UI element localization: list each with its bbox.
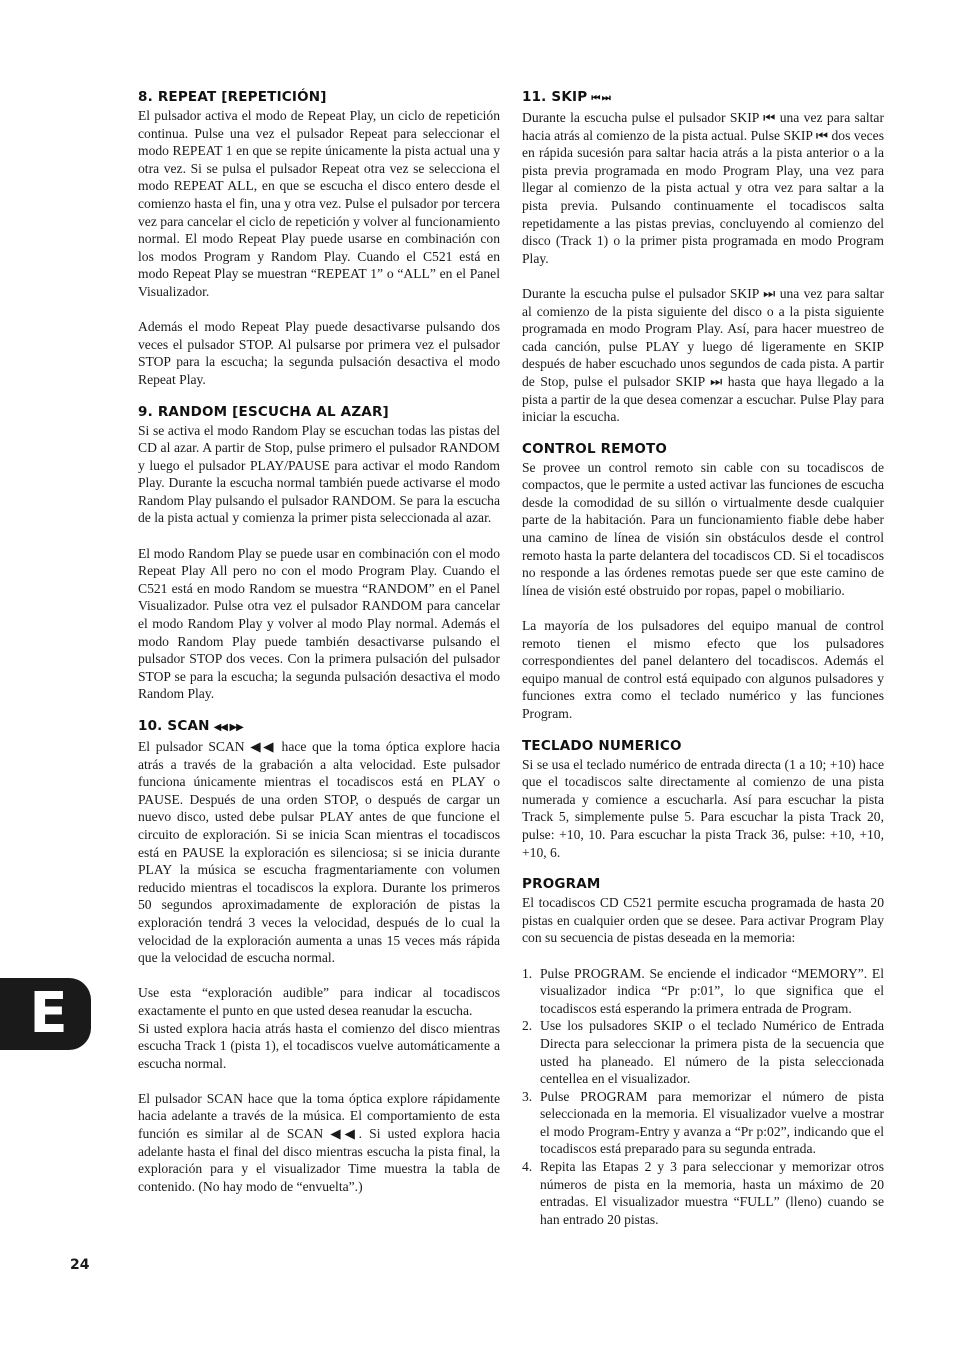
step-number: 2. <box>522 1018 533 1034</box>
program-step-1 <box>522 965 884 1018</box>
remote-paragraph-2: La mayoría de los pulsadores del equipo manual de control remoto tienen el mismo efecto que los pulsadores correspondientes del panel delantero del tocadiscos. Además el equipo manual de control está equipado con algunos pulsadores y funciones extra como el teclado numérico y las funciones Program. <box>522 618 884 721</box>
left-column <box>138 88 500 1195</box>
step-text: Pulse PROGRAM para memorizar el número de pista seleccionada en la memoria. El visualizador vuelve a mostrar el modo Program-Entry y avanza a “Pr p:02”, indicando que el tocadiscos está preparado para su segunda entrada. <box>540 1088 884 1157</box>
heading-remote: CONTROL REMOTO <box>522 440 668 457</box>
program-paragraph-1: El tocadiscos CD C521 permite escucha programada de hasta 20 pistas en cualquier orden que se desee. Para activar Program Play con su secuencia de pistas deseada en la memoria: <box>522 895 884 946</box>
section-remote <box>522 440 884 723</box>
heading-scan-text: 10. SCAN <box>138 718 210 734</box>
section-program <box>522 875 884 1228</box>
repeat-paragraph-1: El pulsador activa el modo de Repeat Play, un ciclo de repetición continua. Pulse una vez el pulsador Repeat para seleccionar el modo REPEAT 1 en que se repite únicamente la pista actual una y otra vez. Si se pulsa el pulsador Repeat otra vez se selecciona el modo REPEAT ALL, en que se escucha el disco entero desde el comienzo hasta el fin, una y otra vez. Pulse el pulsador por tercera vez para cancelar el ciclo de repetición y volver al funcionamiento normal. El modo Repeat Play puede usarse en combinación con los modos Program y Random Play. Cuando el C521 está en modo Repeat Play se muestran “REPEAT 1” o “ALL” en el Panel Visualizador. <box>138 108 500 299</box>
step-number: 4. <box>522 1159 533 1175</box>
heading-repeat: 8. REPEAT [REPETICIÓN] <box>138 89 327 105</box>
program-step-2 <box>522 1017 884 1087</box>
remote-paragraph-1: Se provee un control remoto sin cable con su tocadiscos de compactos, que le permite a usted activar las funciones de escucha desde la comodidad de su sillón o virtualmente desde cualquier parte de la habitación. Para un funcionamiento fiable debe haber una camino de línea de visión sin obstáculos desde el control remoto hasta la parte delantera del tocadiscos CD. Si el tocadiscos no responde a las órdenes remotas puede ser que este camino de línea de visión esté obstruido por ropas, papel o mobiliario. <box>522 459 884 598</box>
language-tab: E <box>0 978 91 1050</box>
keypad-paragraph-1: Si se usa el teclado numérico de entrada directa (1 a 10; +10) hace que el tocadiscos salte directamente al comienzo de una pista numerada y comience a escucharla. Así para escuchar la pista Track 5, simplemente pulse 5. Para escuchar la pista Track 20, pulse: +10, 10. Para escuchar la pista Track 36, pulse: +10, +10, +10, 6. <box>522 756 884 860</box>
scan-paragraph-2: Use esta “exploración audible” para indicar al tocadiscos exactamente el punto en que usted desea reanudar la escucha. <box>138 985 500 1018</box>
random-paragraph-2: El modo Random Play se puede usar en combinación con el modo Repeat Play All pero no con el modo Program Play. Cuando el C521 está en modo Random se muestra “RANDOM” en el Panel Visualizador. Pulse otra vez el pulsador RANDOM para cancelar el modo Random Play y volver al modo Play normal. Además el modo Random Play puede también desactivarse pulsando el pulsador STOP dos veces. Con la primera pulsación del pulsador STOP se para la escucha; la segunda pulsación desactiva el modo Random Play. <box>138 545 500 702</box>
section-scan <box>138 717 500 1195</box>
repeat-paragraph-2: Además el modo Repeat Play puede desactivarse pulsando dos veces el pulsador STOP. Al pulsarse por primera vez el pulsador STOP para la escucha; la segunda pulsación desactiva el modo Repeat Play. <box>138 319 500 387</box>
step-text: Repita las Etapas 2 y 3 para seleccionar y memorizar otros números de pista en la memoria, hasta un máximo de 20 entradas. El visualizador muestra “FULL” (lleno) cuando se han entrado 20 pistas. <box>540 1159 884 1227</box>
section-random <box>138 403 500 704</box>
program-steps-list <box>522 965 884 1229</box>
section-repeat <box>138 88 500 389</box>
heading-program: PROGRAM <box>522 876 601 893</box>
skip-arrows-icon: ⏮ ⏭ <box>591 93 610 104</box>
skip-paragraph-2: Durante la escucha pulse el pulsador SKIP ⏭ una vez para saltar al comienzo de la pista siguiente del disco o a la pista siguiente programada en modo Program Play. Así, para hacer muestreo de cada canción, pulse PLAY y luego dé ligeramente en SKIP después de haber escuchado unos segundos de cada pista. A partir de Stop, pulse el pulsador SKIP ⏭ hasta que haya llegado a la pista a partir de la que desea comenzar a escuchar. Pulse Play para iniciar la escucha. <box>522 285 884 425</box>
heading-skip <box>522 88 884 108</box>
section-skip <box>522 88 884 426</box>
heading-skip-text: 11. SKIP <box>522 89 588 105</box>
heading-random: 9. RANDOM [ESCUCHA AL AZAR] <box>138 403 389 420</box>
scan-paragraph-3: Si usted explora hacia atrás hasta el comienzo del disco mientras escucha Track 1 (pista 1), el tocadiscos vuelve automáticamente a escucha normal. <box>138 1020 500 1071</box>
step-text: Pulse PROGRAM. Se enciende el indicador “MEMORY”. El visualizador indica “Pr p:01”, lo que significa que el tocadiscos está esperando la primera entrada de Program. <box>540 965 884 1016</box>
scan-paragraph-4: El pulsador SCAN hace que la toma óptica explore rápidamente hacia adelante a través de la música. El comportamiento de esta función es similar al de SCAN ◀◀. Si usted explora hacia adelante hasta el final del disco mientras escucha la pista final, la exploración para y el visualizador Time muestra la tabla de contenido. (No hay modo de “envuelta”.) <box>138 1090 500 1194</box>
section-keypad <box>522 737 884 862</box>
right-column <box>522 88 884 1228</box>
step-number: 1. <box>522 965 533 981</box>
program-step-4 <box>522 1158 884 1228</box>
step-text: Use los pulsadores SKIP o el teclado Numérico de Entrada Directa para seleccionar la primera pista de la secuencia que usted ha planeado. El número de la pista seleccionada centellea en el visualizador. <box>540 1018 884 1087</box>
random-paragraph-1: Si se activa el modo Random Play se escuchan todas las pistas del CD al azar. A partir de Stop, pulse primero el pulsador RANDOM y luego el pulsador PLAY/PAUSE para activar el modo Random Play. Durante la escucha normal también puede activarse el modo Random Play pulsando el pulsador RANDOM. Se para la escucha de la pista actual y comienza la primer pista seleccionada al azar. <box>138 422 500 526</box>
step-number: 3. <box>522 1088 533 1104</box>
heading-scan <box>138 717 500 737</box>
skip-paragraph-1: Durante la escucha pulse el pulsador SKIP ⏮ una vez para saltar hacia atrás al comienzo de la pista actual. Pulse SKIP ⏮ dos veces en rápida sucesión para saltar hacia atrás a la pista anterior o a la pista previa programada en modo Program Play, una vez para llegar al comienzo de la pista actual y otra vez para saltar a la pista previa. Pulsando continuamente el tocadiscos salta repetidamente a las pistas previas, concluyendo al comienzo del disco (Track 1) o la primer pista programada en modo Program Play. <box>522 110 884 266</box>
scan-arrows-icon: ◀◀ ▶▶ <box>213 722 243 733</box>
scan-paragraph-1: El pulsador SCAN ◀◀ hace que la toma óptica explore hacia atrás a través de la grabación a alta velocidad. Este pulsador funciona únicamente mientras el tocadiscos está en PLAY o PAUSE. Después de una orden STOP, o después de cargar un nuevo disco, usted debe pulsar PLAY antes de que funcione el circuito de exploración. Si se inicia Scan mientras el tocadiscos está en PAUSE la exploración es silenciosa; si se inicia durante PLAY la música se escucha fragmentariamente con volumen reducido mientras el tocadiscos la explora. Durante los primeros 50 segundos aproximadamente de exploración de pistas la exploración tendrá 3 veces la velocidad, después de lo cual la velocidad de la exploración aumenta a unas 15 veces más rápida que la velocidad de escucha normal. <box>138 739 500 966</box>
program-step-3 <box>522 1088 884 1158</box>
heading-keypad: TECLADO NUMERICO <box>522 737 682 754</box>
page-number: 24 <box>70 1257 90 1273</box>
